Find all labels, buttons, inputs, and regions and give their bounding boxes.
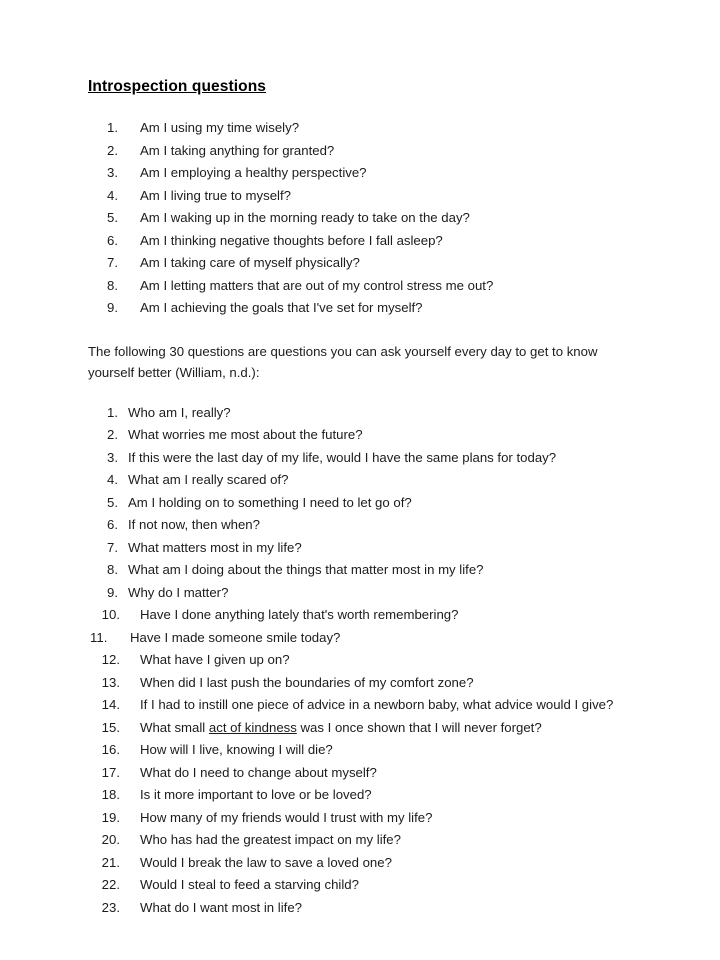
list-number: 17. — [101, 764, 120, 780]
list-number: 5. — [107, 210, 118, 225]
list-item — [88, 276, 642, 297]
intro-paragraph: The following 30 questions are questions you can ask yourself every day to get to know yourself better (William, n.d.): — [88, 343, 598, 380]
list-number: 11. — [90, 629, 108, 645]
list-number: 3. — [107, 165, 118, 180]
list-text: Am I living true to myself? — [140, 187, 291, 203]
list-item — [88, 898, 642, 919]
list-item — [88, 493, 642, 514]
list-text — [140, 720, 542, 735]
list-number: 15. — [101, 719, 120, 735]
introspection-question-list — [88, 118, 642, 319]
list-text: Would I steal to feed a starving child? — [140, 877, 359, 892]
list-item — [88, 718, 642, 739]
list-item — [88, 808, 642, 829]
list-item — [88, 118, 642, 139]
list-item — [88, 538, 642, 559]
list-text: Am I taking anything for granted? — [140, 142, 335, 158]
list-item — [88, 231, 642, 252]
list-number: 16. — [101, 742, 120, 757]
list-text: Am I employing a healthy perspective? — [140, 165, 367, 180]
list-text: What am I doing about the things that matter most in my life? — [128, 562, 484, 577]
list-item — [88, 740, 642, 761]
list-item — [88, 763, 642, 784]
list-number: 8. — [107, 277, 118, 293]
list-item — [88, 403, 642, 424]
list-number: 14. — [101, 697, 120, 712]
list-text: If this were the last day of my life, would I have the same plans for today? — [128, 449, 557, 465]
list-item — [88, 208, 642, 229]
list-item — [88, 298, 642, 319]
list-text: If I had to instill one piece of advice in a newborn baby, what advice would I give? — [140, 697, 614, 712]
list-number: 6. — [107, 517, 118, 532]
list-item — [88, 141, 642, 162]
list-number: 22. — [101, 877, 120, 892]
list-text: How will I live, knowing I will die? — [140, 742, 333, 757]
list-number: 13. — [101, 674, 120, 690]
list-number: 9. — [107, 300, 118, 315]
list-text: Is it more important to love or be loved? — [140, 787, 372, 802]
list-number: 23. — [101, 899, 120, 915]
list-text: When did I last push the boundaries of my comfort zone? — [140, 674, 474, 690]
list-number: 1. — [107, 120, 118, 135]
list-number: 4. — [107, 187, 118, 203]
list-number: 2. — [107, 142, 118, 158]
list-item — [88, 605, 642, 626]
list-text: Am I letting matters that are out of my control stress me out? — [140, 277, 494, 293]
list-item — [88, 628, 642, 649]
list-text: If not now, then when? — [128, 517, 260, 532]
list-item — [88, 695, 642, 716]
list-number: 12. — [101, 652, 120, 667]
daily-question-list — [88, 403, 642, 919]
list-text: Have I done anything lately that's worth remembering? — [140, 607, 459, 622]
list-number: 2. — [107, 427, 118, 442]
list-number: 18. — [101, 787, 120, 802]
list-text: What am I really scared of? — [128, 472, 289, 487]
list-text-after: was I once shown that I will never forget? — [296, 719, 542, 735]
list-item — [88, 470, 642, 491]
list-item — [88, 253, 642, 274]
list-item — [88, 853, 642, 874]
list-text: Am I holding on to something I need to let go of? — [128, 494, 412, 510]
list-number: 3. — [107, 449, 118, 465]
list-text: Am I thinking negative thoughts before I fall asleep? — [140, 232, 443, 248]
list-number: 1. — [107, 404, 118, 420]
list-item — [88, 583, 642, 604]
list-number: 4. — [107, 472, 118, 487]
list-item — [88, 425, 642, 446]
list-item — [88, 163, 642, 184]
list-number: 7. — [107, 255, 118, 270]
list-text: What do I need to change about myself? — [140, 764, 377, 780]
list-item — [88, 448, 642, 469]
list-text: Am I achieving the goals that I've set for myself? — [140, 300, 423, 315]
list-number: 7. — [107, 539, 118, 555]
list-text: Why do I matter? — [128, 584, 229, 600]
list-text: Am I waking up in the morning ready to take on the day? — [140, 210, 470, 225]
list-item — [88, 560, 642, 581]
list-number: 6. — [107, 232, 118, 248]
list-text: Who has had the greatest impact on my life? — [140, 832, 401, 847]
list-text: Who am I, really? — [128, 404, 231, 420]
list-text-underlined: act of kindness — [208, 719, 297, 735]
list-text: Would I break the law to save a loved one? — [140, 854, 392, 870]
list-item — [88, 650, 642, 671]
list-item — [88, 515, 642, 536]
list-number: 5. — [107, 494, 118, 510]
list-number: 20. — [101, 832, 120, 847]
list-text: What do I want most in life? — [140, 899, 302, 915]
page-title: Introspection questions — [88, 78, 266, 95]
list-text: What matters most in my life? — [128, 539, 302, 555]
list-item — [88, 186, 642, 207]
list-text: Have I made someone smile today? — [130, 629, 341, 645]
list-item — [88, 785, 642, 806]
list-text: What worries me most about the future? — [128, 427, 363, 442]
list-number: 21. — [101, 854, 120, 870]
list-number: 9. — [107, 584, 118, 600]
list-text-before: What small — [140, 719, 209, 735]
list-item — [88, 875, 642, 896]
list-number: 19. — [101, 809, 120, 825]
list-text: How many of my friends would I trust with my life? — [140, 809, 433, 825]
list-text: What have I given up on? — [140, 652, 290, 667]
list-number: 10. — [101, 607, 120, 622]
list-number: 8. — [107, 562, 118, 577]
list-item — [88, 673, 642, 694]
list-text: Am I using my time wisely? — [140, 120, 300, 135]
list-item — [88, 830, 642, 851]
list-text: Am I taking care of myself physically? — [140, 255, 360, 270]
